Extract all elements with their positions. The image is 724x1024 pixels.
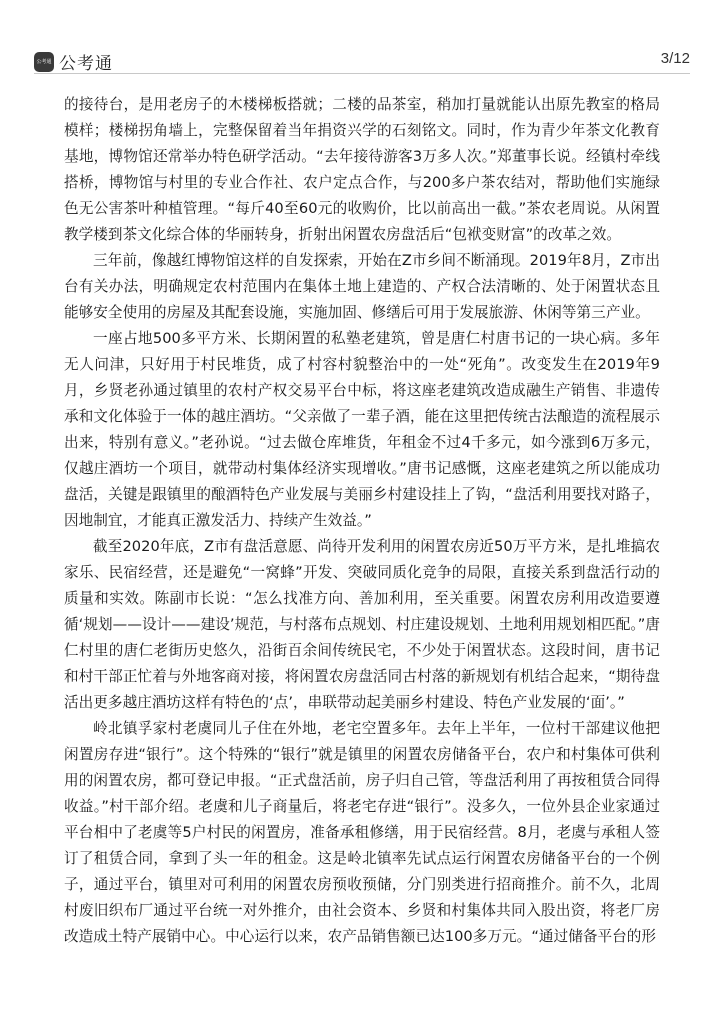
page-header [0,0,724,80]
paragraph-3: 一座占地500多平方米、长期闲置的私塾老建筑，曾是唐仁村唐书记的一块心病。多年无人问津，只好用于村民堆货，成了村容村貌整治中的一处“死角”。改变发生在2019年9月，乡贤老孙通过镇里的农村产权交易平台中标，将这座老建筑改造成融生产销售、非遗传承和文化体验于一体的越庄酒坊。“父亲做了一辈子酒，能在这里把传统古法酿造的流程展示出来，特别有意义。”老孙说。“过去做仓库堆货，年租金不过4千多元，如今涨到6万多元，仅越庄酒坊一个项目，就带动村集体经济实现增收。”唐书记感慨，这座老建筑之所以能成功盘活，关键是跟镇里的酿酒特色产业发展与美丽乡村建设挂上了钩，“盘活利用要找对路子，因地制宜，才能真正激发活力、持续产生效益。” [64,330,660,529]
paragraph-5: 岭北镇孚家村老虞同儿子住在外地，老宅空置多年。去年上半年，一位村干部建议他把闲置房存进“银行”。这个特殊的“银行”就是镇里的闲置农房储备平台，农户和村集体可供利用的闲置农房，都可登记申报。“正式盘活前，房子归自己管，等盘活利用了再按租赁合同得收益。”村干部介绍。老虞和儿子商量后，将老宅存进“银行”。没多久，一位外县企业家通过平台相中了老虞等5户村民的闲置房，准备承租修缮，用于民宿经营。8月，老虞与承租人签订了租赁合同，拿到了头一年的租金。这是岭北镇率先试点运行闲置农房储备平台的一个例子，通过平台，镇里对可利用的闲置农房预收预储，分门别类进行招商推介。前不久，北周村废旧织布厂通过平台统一对外推介，由社会资本、乡贤和村集体共同入股出资，将老厂房改造成土特产展销中心。中心运行以来，农产品销售额已达100多万元。“通过储备平台的形 [64,720,660,945]
logo-text: 公考通 [59,54,113,74]
paragraph-1: 的接待台，是用老房子的木楼梯板搭就；二楼的品茶室，稍加打量就能认出原先教室的格局模样；楼梯拐角墙上，完整保留着当年捐资兴学的石刻铭文。同时，作为青少年茶文化教育基地，博物馆还常举办特色研学活动。“去年接待游客3万多人次。”郑董事长说。经镇村牵线搭桥，博物馆与村里的专业合作社、农户定点合作，与200多户茶农结对，帮助他们实施绿色无公害茶叶种植管理。“每斤40至60元的收购价，比以前高出一截。”茶农老周说。从闲置教学楼到茶文化综合体的华丽转身，折射出闲置农房盘活后“包袱变财富”的改革之效。 [64,96,660,243]
document-body [64,92,660,950]
paragraph-4: 截至2020年底，Z市有盘活意愿、尚待开发利用的闲置农房近50万平方米，是扎堆搞农家乐、民宿经营，还是避免“一窝蜂”开发、突破同质化竞争的局限，直接关系到盘活行动的质量和实效。陈副市长说：“怎么找准方向、善加利用，至关重要。闲置农房利用改造要遵循‘规划——设计——建设’规范，与村落布点规划、村庄建设规划、土地利用规划相匹配。”唐仁村里的唐仁老街历史悠久，沿街百余间传统民宅，不少处于闲置状态。这段时间，唐书记和村干部正忙着与外地客商对接，将闲置农房盘活同古村落的新规划有机结合起来，“期待盘活出更多越庄酒坊这样有特色的‘点’，串联带动起美丽乡村建设、特色产业发展的‘面’。” [64,538,660,711]
paragraph-2: 三年前，像越红博物馆这样的自发探索，开始在Z市乡间不断涌现。2019年8月，Z市出台有关办法，明确规定农村范围内在集体土地上建造的、产权合法清晰的、处于闲置状态且能够安全使用的房屋及其配套设施，实施加固、修缮后可用于发展旅游、休闲等第三产业。 [64,252,660,321]
logo-badge-icon: 公考通 [34,52,54,72]
header-divider [34,73,690,74]
brand-logo [34,49,113,74]
page-number: 3/12 [660,50,690,67]
